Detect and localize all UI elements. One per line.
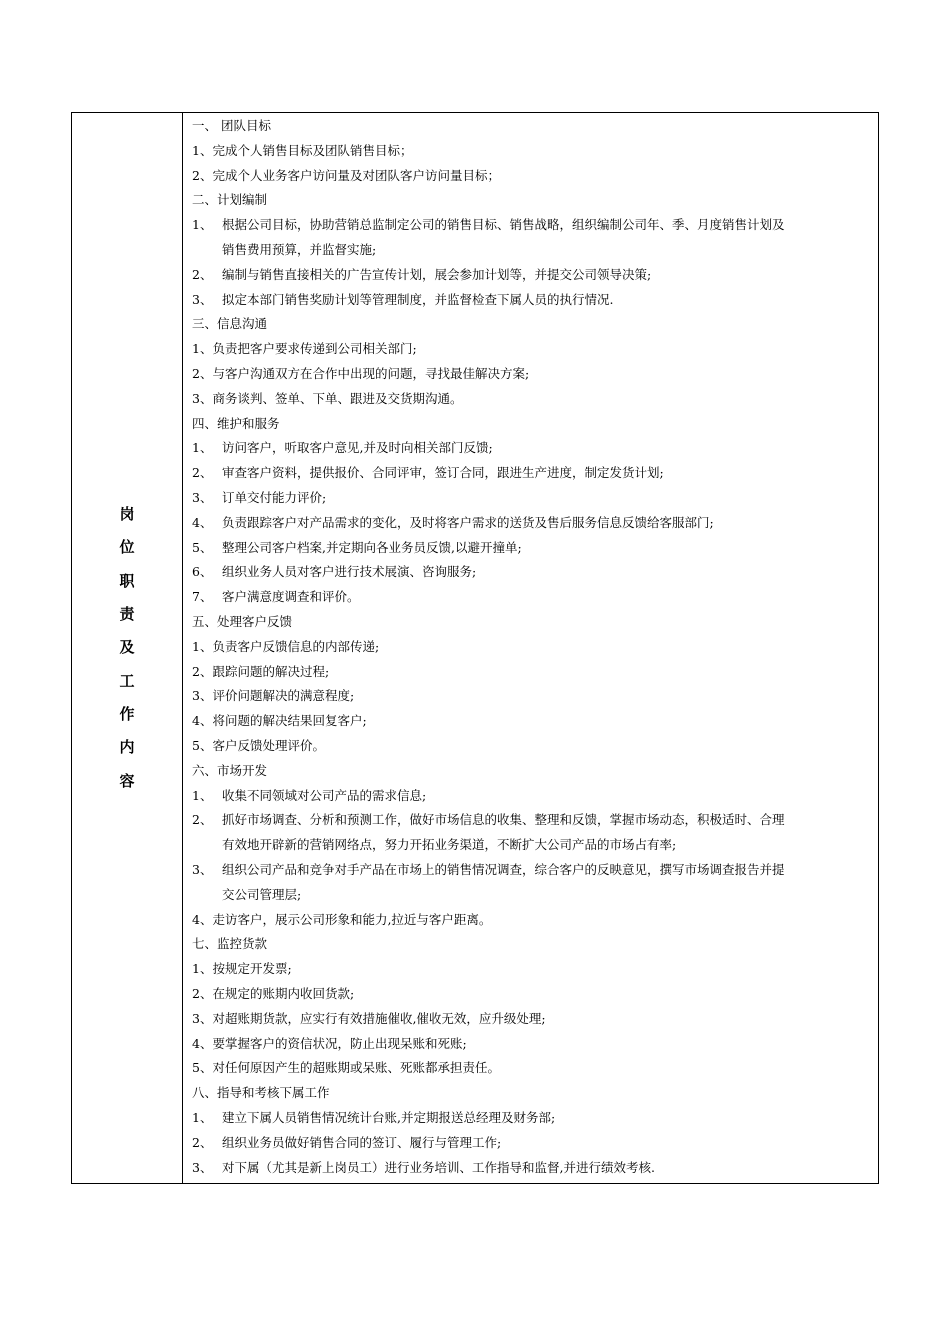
item-text: 2、在规定的账期内收回货款;	[192, 986, 355, 1001]
item-text: 组织公司产品和竞争对手产品在市场上的销售情况调查，综合客户的反映意见，撰写市场调查报告并提	[222, 862, 785, 877]
item-text: 建立下属人员销售情况统计台账,并定期报送总经理及财务部;	[222, 1110, 556, 1125]
content-line	[192, 759, 870, 784]
content-line	[192, 436, 870, 461]
item-number: 3、	[192, 862, 213, 877]
item-text: 拟定本部门销售奖励计划等管理制度，并监督检查下属人员的执行情况.	[222, 291, 614, 307]
item-text: 3、评价问题解决的满意程度;	[192, 688, 355, 704]
label-char: 工	[119, 671, 135, 690]
item-text: 1、负责把客户要求传递到公司相关部门;	[192, 341, 417, 357]
item-text: 3、对超账期货款，应实行有效措施催收,催收无效，应升级处理;	[192, 1010, 546, 1026]
item-text: 整理公司客户档案,并定期向各业务员反馈,以避开撞单;	[222, 539, 522, 555]
item-number: 2、	[192, 1134, 213, 1150]
content-line	[192, 486, 870, 511]
item-text: 六、市场开发	[192, 762, 268, 778]
content-line	[192, 362, 870, 387]
item-text: 审查客户资料，提供报价、合同评审，签订合同，跟进生产进度，制定发货计划;	[222, 465, 664, 481]
label-cell	[72, 113, 183, 1183]
content-line	[192, 337, 870, 362]
content-line	[222, 883, 870, 908]
content-line	[192, 684, 870, 709]
item-text: 八、指导和考核下属工作	[192, 1085, 330, 1101]
item-text: 对下属（尤其是新上岗员工）进行业务培训、工作指导和监督,并进行绩效考核.	[222, 1159, 655, 1175]
item-text: 根据公司目标，协助营销总监制定公司的销售目标、销售战略，组织编制公司年、季、月度销售计划及	[222, 217, 785, 233]
item-text: 客户满意度调查和评价。	[222, 589, 360, 605]
content-line	[192, 1007, 870, 1032]
content-line	[192, 784, 870, 809]
item-text: 5、客户反馈处理评价。	[192, 738, 325, 753]
item-text: 2、跟踪问题的解决过程;	[192, 663, 330, 679]
item-text: 销售费用预算，并监督实施;	[222, 242, 377, 257]
item-number: 3、	[192, 291, 213, 307]
content-line	[192, 312, 870, 337]
item-text: 1、负责客户反馈信息的内部传递;	[192, 638, 380, 654]
content-line	[192, 610, 870, 635]
item-text: 三、信息沟通	[192, 316, 268, 332]
item-text: 组织业务人员对客户进行技术展演、咨询服务;	[222, 564, 477, 580]
item-number: 6、	[192, 564, 213, 580]
item-text: 抓好市场调查、分析和预测工作，做好市场信息的收集、整理和反馈，掌握市场动态，积极适时、合理	[222, 812, 785, 828]
item-number: 4、	[192, 514, 213, 530]
item-text: 4、走访客户，展示公司形象和能力,拉近与客户距离。	[192, 911, 492, 927]
label-char: 作	[119, 704, 135, 723]
item-number: 3、	[192, 1159, 213, 1175]
content-line	[192, 412, 870, 437]
content-line	[192, 932, 870, 957]
item-text: 四、维护和服务	[192, 415, 280, 431]
item-text: 4、将问题的解决结果回复客户;	[192, 713, 367, 729]
item-number: 5、	[192, 539, 213, 555]
item-text: 4、要掌握客户的资信状况，防止出现呆账和死账;	[192, 1035, 467, 1051]
content-line	[192, 139, 870, 164]
content-line	[192, 461, 870, 486]
content-line	[192, 1056, 870, 1081]
item-text: 二、计划编制	[192, 192, 268, 208]
content-line	[192, 1156, 870, 1181]
item-number: 1、	[192, 217, 213, 233]
item-text: 2、完成个人业务客户访问量及对团队客户访问量目标；	[192, 167, 500, 183]
item-text: 编制与销售直接相关的广告宣传计划，展会参加计划等，并提交公司领导决策;	[222, 266, 652, 282]
item-number: 1、	[192, 440, 213, 456]
item-text: 3、商务谈判、签单、下单、跟进及交货期沟通。	[192, 390, 463, 406]
content-line	[192, 164, 870, 189]
content-line	[192, 114, 870, 139]
content-cell	[183, 113, 878, 1183]
item-text: 1、完成个人销售目标及团队销售目标；	[192, 142, 413, 158]
label-char: 位	[119, 538, 135, 557]
label-char: 内	[119, 738, 135, 757]
item-number: 1、	[192, 1110, 213, 1125]
item-number: 2、	[192, 266, 213, 282]
content-line	[192, 511, 870, 536]
label-char: 职	[119, 571, 135, 590]
content-line	[192, 982, 870, 1007]
item-text: 订单交付能力评价;	[222, 490, 327, 505]
item-number: 7、	[192, 589, 213, 605]
content-line	[192, 288, 870, 313]
item-text: 五、处理客户反馈	[192, 614, 293, 629]
content-line	[192, 957, 870, 982]
duty-table	[71, 112, 879, 1184]
item-text: 七、监控货款	[192, 936, 268, 952]
label-char: 容	[119, 771, 135, 790]
item-number: 2、	[192, 812, 213, 828]
item-text: 1、按规定开发票;	[192, 961, 292, 977]
item-text: 负责跟踪客户对产品需求的变化，及时将客户需求的送货及售后服务信息反馈给客服部门;	[222, 514, 714, 530]
content-line	[192, 536, 870, 561]
content-line	[192, 1032, 870, 1057]
content-line	[222, 833, 870, 858]
content-line	[192, 1081, 870, 1106]
content-line	[192, 1106, 870, 1131]
item-text: 访问客户，听取客户意见,并及时向相关部门反馈;	[222, 440, 493, 456]
item-text: 交公司管理层;	[222, 886, 302, 902]
content-line	[192, 213, 870, 238]
content-line	[192, 188, 870, 213]
vertical-label	[119, 498, 134, 798]
content-line	[192, 660, 870, 685]
content-line	[192, 1131, 870, 1156]
content-line	[192, 585, 870, 610]
content-line	[222, 238, 870, 263]
content-line	[192, 635, 870, 660]
content-line	[192, 560, 870, 585]
item-number: 3、	[192, 490, 213, 505]
label-char: 及	[119, 638, 135, 657]
label-char: 岗	[119, 505, 135, 524]
content-line	[192, 808, 870, 833]
content-line	[192, 387, 870, 412]
item-text: 组织业务员做好销售合同的签订、履行与管理工作;	[222, 1134, 502, 1150]
item-text: 一、 团队目标	[192, 118, 271, 133]
item-text: 5、对任何原因产生的超账期或呆账、死账都承担责任。	[192, 1060, 500, 1076]
content-line	[192, 709, 870, 734]
content-line	[192, 908, 870, 933]
item-number: 1、	[192, 787, 213, 803]
item-text: 收集不同领域对公司产品的需求信息;	[222, 787, 427, 803]
label-char: 责	[119, 605, 135, 624]
item-number: 2、	[192, 465, 213, 481]
item-text: 有效地开辟新的营销网络点，努力开拓业务渠道，不断扩大公司产品的市场占有率;	[222, 837, 677, 853]
content-line	[192, 858, 870, 883]
content-line	[192, 734, 870, 759]
content-line	[192, 263, 870, 288]
item-text: 2、与客户沟通双方在合作中出现的问题，寻找最佳解决方案;	[192, 366, 530, 381]
